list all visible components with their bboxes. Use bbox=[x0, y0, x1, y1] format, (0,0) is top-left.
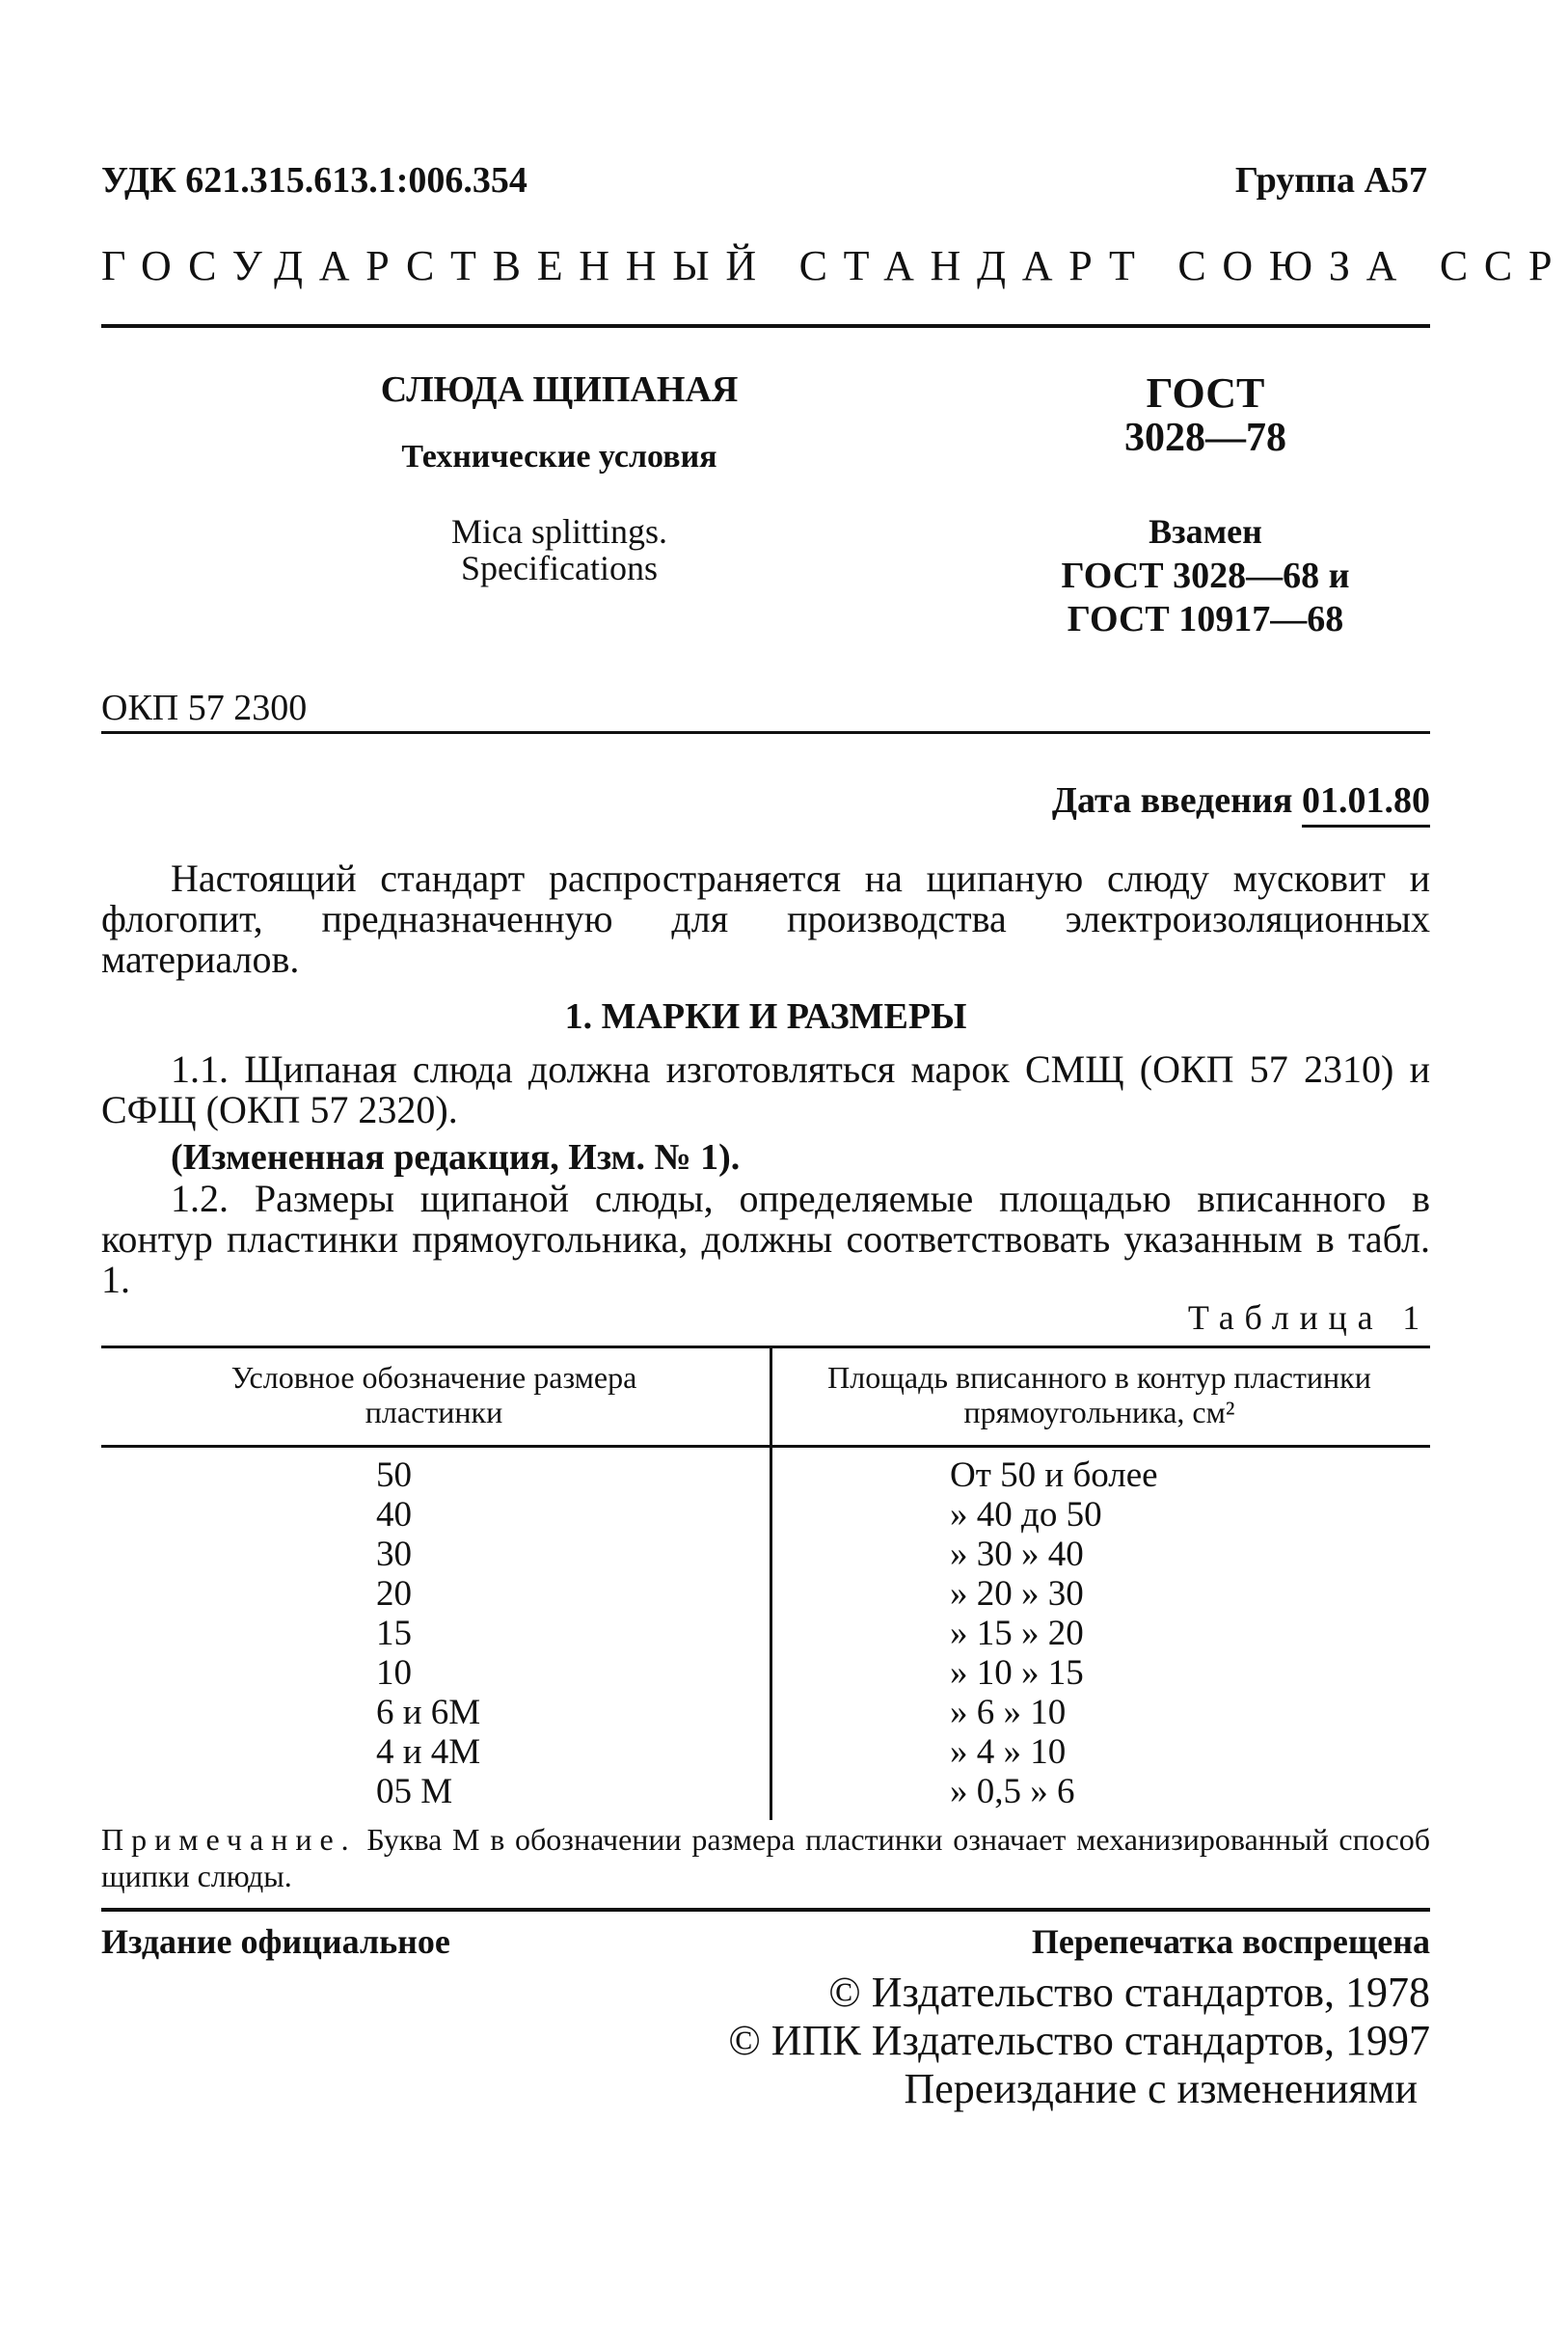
english-title-line-2: Specifications bbox=[461, 549, 658, 587]
paragraph-1-2: 1.2. Размеры щипаной слюды, определяемые площадью вписанного в контур пластинки прямоугольника, должны соответствовать указанным в табл. 1. bbox=[101, 1177, 1430, 1301]
table-cell-area: » 20 » 30 bbox=[950, 1574, 1084, 1614]
intro-paragraph: Настоящий стандарт распространяется на щипаную слюду мусковит и флогопит, предназначенную для производства электроизоляционных материалов. bbox=[101, 856, 1430, 981]
reissue-note: Переиздание с изменениями bbox=[904, 2065, 1418, 2112]
table-cell-size: 15 bbox=[376, 1614, 412, 1653]
table-column-divider bbox=[770, 1346, 772, 1820]
table-cell-area: » 10 » 15 bbox=[950, 1653, 1084, 1693]
replaces-label: Взамен bbox=[1149, 512, 1262, 551]
table-header-rule bbox=[101, 1445, 1430, 1448]
paragraph-1-1: 1.1. Щипаная слюда должна изготовляться марок СМЩ (ОКП 57 2310) и СФЩ (ОКП 57 2320). bbox=[101, 1047, 1430, 1131]
gost-label: ГОСТ bbox=[1146, 369, 1265, 417]
table-note-text: Буква М в обозначении размера пластинки означает механизированный способ щипки слюды. bbox=[101, 1822, 1431, 1893]
table-note-label: Примечание. bbox=[101, 1822, 357, 1857]
copyright-1997: © ИПК Издательство стандартов, 1997 bbox=[728, 2017, 1430, 2064]
table-cell-size: 20 bbox=[376, 1574, 412, 1614]
table-cell-size: 30 bbox=[376, 1535, 412, 1574]
table-cell-size: 6 и 6М bbox=[376, 1693, 481, 1732]
document-subtitle: Технические условия bbox=[401, 439, 717, 475]
header-rule bbox=[101, 324, 1430, 328]
table-cell-area: » 0,5 » 6 bbox=[950, 1772, 1075, 1811]
footer-rule bbox=[101, 1908, 1430, 1912]
introduction-date-label: Дата введения bbox=[1051, 780, 1293, 821]
official-edition: Издание официальное bbox=[101, 1922, 450, 1961]
replaces-standard-2: ГОСТ 10917—68 bbox=[1067, 599, 1344, 639]
table-top-rule bbox=[101, 1346, 1430, 1348]
table-header-size: Условное обозначение размера пластинки bbox=[230, 1360, 637, 1429]
table-cell-area: » 40 до 50 bbox=[950, 1495, 1102, 1535]
group-code: Группа А57 bbox=[1234, 160, 1427, 201]
introduction-date-value: 01.01.80 bbox=[1302, 780, 1430, 828]
table-header-area: Площадь вписанного в контур пластинки прямоугольника, см² bbox=[827, 1360, 1371, 1429]
table-cell-area: » 30 » 40 bbox=[950, 1535, 1084, 1574]
table-cell-size: 40 bbox=[376, 1495, 412, 1535]
state-standard-heading: ГОСУДАРСТВЕННЫЙ СТАНДАРТ СОЮЗА ССР bbox=[101, 242, 1568, 289]
table-note bbox=[101, 1821, 1430, 1894]
table-cell-area: » 4 » 10 bbox=[950, 1732, 1067, 1772]
table-cell-area: От 50 и более bbox=[950, 1455, 1158, 1495]
reprint-prohibited: Перепечатка воспрещена bbox=[1031, 1922, 1430, 1961]
table-cell-size: 10 bbox=[376, 1653, 412, 1693]
okp-rule bbox=[101, 731, 1430, 734]
udk-code: УДК 621.315.613.1:006.354 bbox=[101, 160, 527, 201]
gost-number: 3028—78 bbox=[1124, 416, 1286, 460]
english-title-line-1: Mica splittings. bbox=[451, 512, 667, 551]
replaces-standard-1: ГОСТ 3028—68 и bbox=[1061, 556, 1350, 596]
paragraph-1-1-amendment: (Измененная редакция, Изм. № 1). bbox=[171, 1137, 741, 1178]
table-cell-size: 4 и 4М bbox=[376, 1732, 481, 1772]
introduction-date bbox=[868, 779, 1430, 822]
section-1-title: 1. МАРКИ И РАЗМЕРЫ bbox=[564, 996, 967, 1037]
table-cell-size: 50 bbox=[376, 1455, 412, 1495]
copyright-1978: © Издательство стандартов, 1978 bbox=[828, 1969, 1430, 2016]
okp-code: ОКП 57 2300 bbox=[101, 688, 308, 728]
table-caption: Таблица 1 bbox=[1187, 1298, 1430, 1337]
table-cell-area: » 6 » 10 bbox=[950, 1693, 1067, 1732]
table-cell-size: 05 М bbox=[376, 1772, 453, 1811]
table-cell-area: » 15 » 20 bbox=[950, 1614, 1084, 1653]
document-title: СЛЮДА ЩИПАНАЯ bbox=[380, 369, 739, 410]
